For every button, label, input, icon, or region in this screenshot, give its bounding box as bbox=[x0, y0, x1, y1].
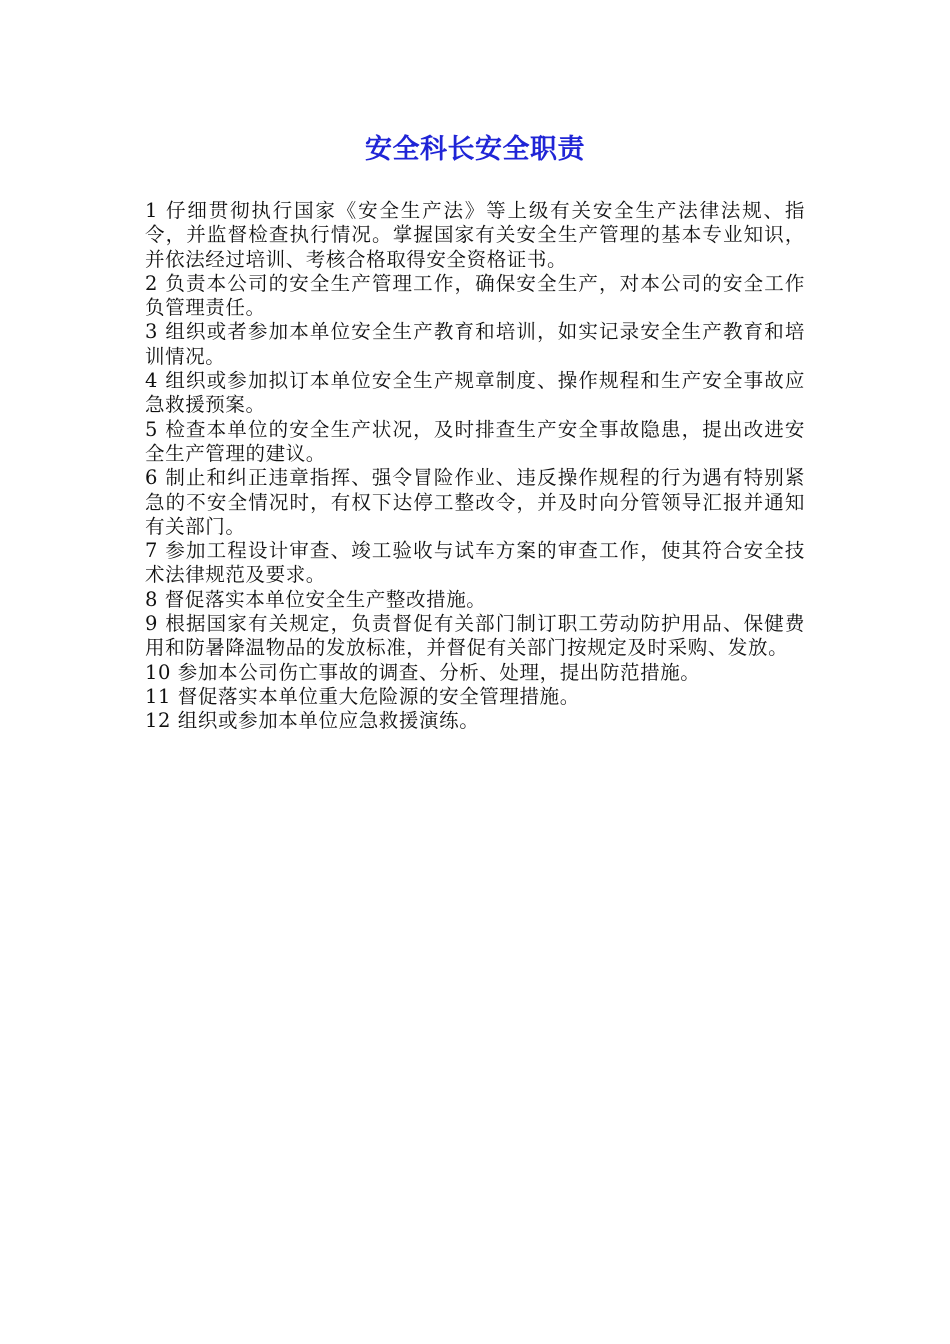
duty-item-11: 11 督促落实本单位重大危险源的安全管理措施。 bbox=[145, 684, 580, 708]
document-body bbox=[145, 199, 805, 734]
document-title: 安全科长安全职责 bbox=[365, 134, 585, 165]
duty-item-6: 6 制止和纠正违章指挥、强令冒险作业、违反操作规程的行为遇有特别紧急的不安全情况时，有权下达停工整改令，并及时向分管领导汇报并通知有关部门。 bbox=[145, 466, 805, 538]
duty-item-4: 4 组织或参加拟订本单位安全生产规章制度、操作规程和生产安全事故应急救援预案。 bbox=[145, 369, 805, 417]
duty-item-10: 10 参加本公司伤亡事故的调查、分析、处理，提出防范措施。 bbox=[145, 660, 701, 684]
duty-item-12: 12 组织或参加本单位应急救援演练。 bbox=[145, 709, 480, 733]
duty-item-3: 3 组织或者参加本单位安全生产教育和培训，如实记录安全生产教育和培训情况。 bbox=[145, 320, 805, 368]
duty-item-2: 2 负责本公司的安全生产管理工作，确保安全生产，对本公司的安全工作负管理责任。 bbox=[145, 271, 805, 320]
duty-item-8: 8 督促落实本单位安全生产整改措施。 bbox=[145, 587, 487, 611]
duty-item-9: 9 根据国家有关规定，负责督促有关部门制订职工劳动防护用品、保健费用和防暑降温物品的发放标准，并督促有关部门按规定及时采购、发放。 bbox=[145, 612, 805, 660]
duty-item-1: 1 仔细贯彻执行国家《安全生产法》等上级有关安全生产法律法规、指令，并监督检查执行情况。掌握国家有关安全生产管理的基本专业知识，并依法经过培训、考核合格取得安全资格证书。 bbox=[145, 199, 805, 271]
duty-item-5: 5 检查本单位的安全生产状况，及时排查生产安全事故隐患，提出改进安全生产管理的建议。 bbox=[145, 417, 805, 465]
duty-item-7: 7 参加工程设计审查、竣工验收与试车方案的审查工作，使其符合安全技术法律规范及要求。 bbox=[145, 539, 805, 587]
